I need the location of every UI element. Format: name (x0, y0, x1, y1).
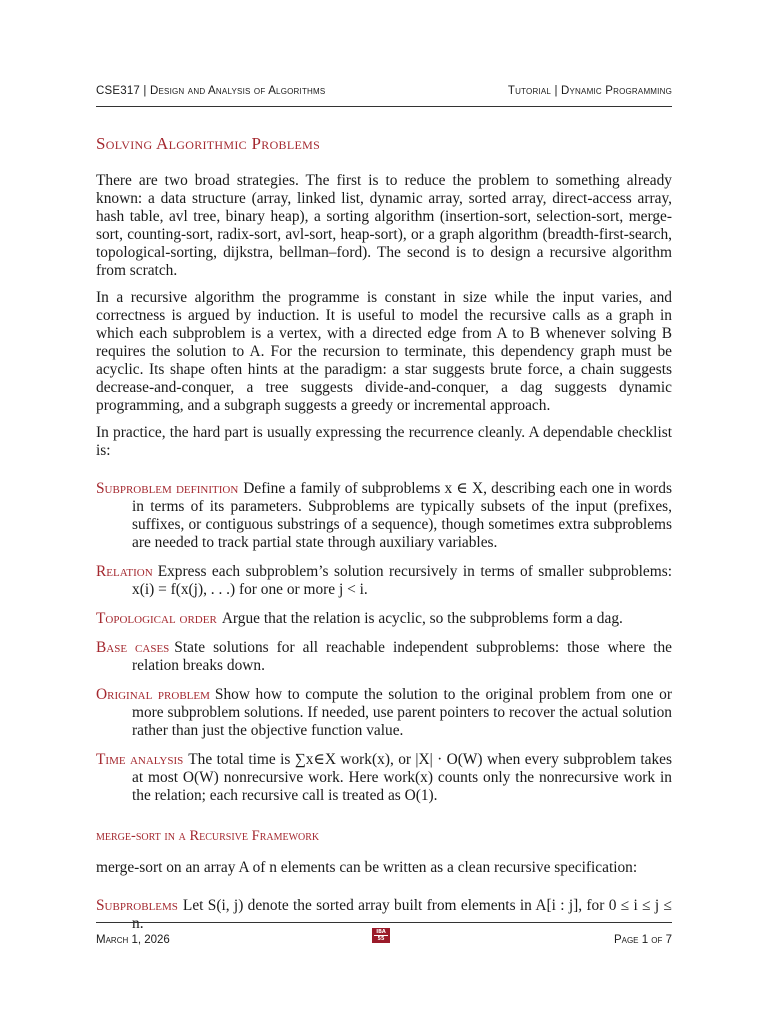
checklist-item-time-analysis (96, 751, 672, 805)
checklist (96, 480, 672, 805)
paragraph-checklist-intro: In practice, the hard part is usually expressing the recurrence cleanly. A dependable checklist is: (96, 424, 672, 459)
paragraph-recursion: In a recursive algorithm the programme is constant in size while the input varies, and correctness is argued by induction. It is useful to model the recursive calls as a graph in which each subproblem is a vertex, with a directed edge from A to B whenever solving B requires the solution to A. For the recursion to terminate, this dependency graph must be acyclic. Its shape often hints at the paradigm: a star suggests brute force, a chain suggests decrease-and-conquer, a tree suggests divide-and-conquer, a dag suggests dynamic programming, and a subgraph suggests a greedy or incremental approach. (96, 289, 672, 414)
footer-rule (96, 922, 672, 923)
checklist-text: Show how to compute the solution to the original problem from one or more subproblem solutions. If needed, use parent pointers to recover the actual solution rather than just the objective function value. (132, 686, 672, 739)
logo-text-bottom: 55 (377, 936, 385, 942)
paragraph-strategies: There are two broad strategies. The first is to reduce the problem to something already known: a data structure (array, linked list, dynamic array, sorted array, direct-access array, hash table, avl tree, binary heap), a sorting algorithm (insertion-sort, selection-sort, merge-sort, counting-sort, radix-sort, avl-sort, heap-sort), or a graph algorithm (breadth-first-search, topological-sorting, dijkstra, bellman–ford). The second is to design a recursive algorithm from scratch. (96, 172, 672, 279)
subsection-title: merge-sort in a Recursive Framework (96, 828, 320, 844)
running-header (96, 85, 672, 97)
checklist-item-relation (96, 563, 672, 599)
header-course: CSE317 | Design and Analysis of Algorithms (96, 85, 326, 97)
section-title: Solving Algorithmic Problems (96, 134, 321, 153)
checklist-term: Topological order (96, 610, 217, 627)
logo-text-top: IBA (376, 929, 386, 935)
checklist-item-topological-order (96, 610, 672, 628)
checklist-term: Original problem (96, 686, 210, 703)
document-page (96, 0, 672, 1024)
checklist-term: Base cases (96, 639, 170, 656)
checklist-text: The total time is ∑x∈X work(x), or |X| · O(W) when every subproblem takes at most O(W) nonrecursive work. Here work(x) counts only the nonrecursive work in the relation; each recursive call is treated as O(1). (132, 751, 672, 804)
checklist-item-base-cases (96, 639, 672, 675)
institution-logo-icon (372, 928, 390, 943)
checklist-text: Define a family of subproblems x ∈ X, describing each one in words in terms of its parameters. Subproblems are typically subsets of the input (prefixes, suffixes, or contiguous substrings of a sequence), though sometimes extra subproblems are needed to track partial state through auxiliary variables. (132, 480, 672, 551)
header-topic: Tutorial | Dynamic Programming (507, 85, 672, 97)
spec-text: Let S(i, j) denote the sorted array built from elements in A[i : j], for 0 ≤ i ≤ j ≤ n. (132, 897, 672, 932)
header-rule (96, 106, 672, 107)
spec-term: Subproblems (96, 897, 178, 914)
footer-date: March 1, 2026 (96, 934, 170, 946)
checklist-text: Argue that the relation is acyclic, so the subproblems form a dag. (221, 610, 623, 627)
checklist-term: Subproblem definition (96, 480, 239, 497)
checklist-item-subproblem-definition (96, 480, 672, 552)
checklist-text: Express each subproblem’s solution recursively in terms of smaller subproblems: x(i) = f(x(j), . . .) for one or more j < i. (132, 563, 672, 598)
paragraph-merge-sort: merge-sort on an array A of n elements can be written as a clean recursive specification: (96, 859, 638, 876)
checklist-text: State solutions for all reachable independent subproblems: those where the relation breaks down. (132, 639, 672, 674)
footer-page-number: Page 1 of 7 (613, 934, 672, 946)
main-content (96, 134, 672, 944)
checklist-term: Relation (96, 563, 153, 580)
checklist-item-original-problem (96, 686, 672, 740)
checklist-term: Time analysis (96, 751, 184, 768)
